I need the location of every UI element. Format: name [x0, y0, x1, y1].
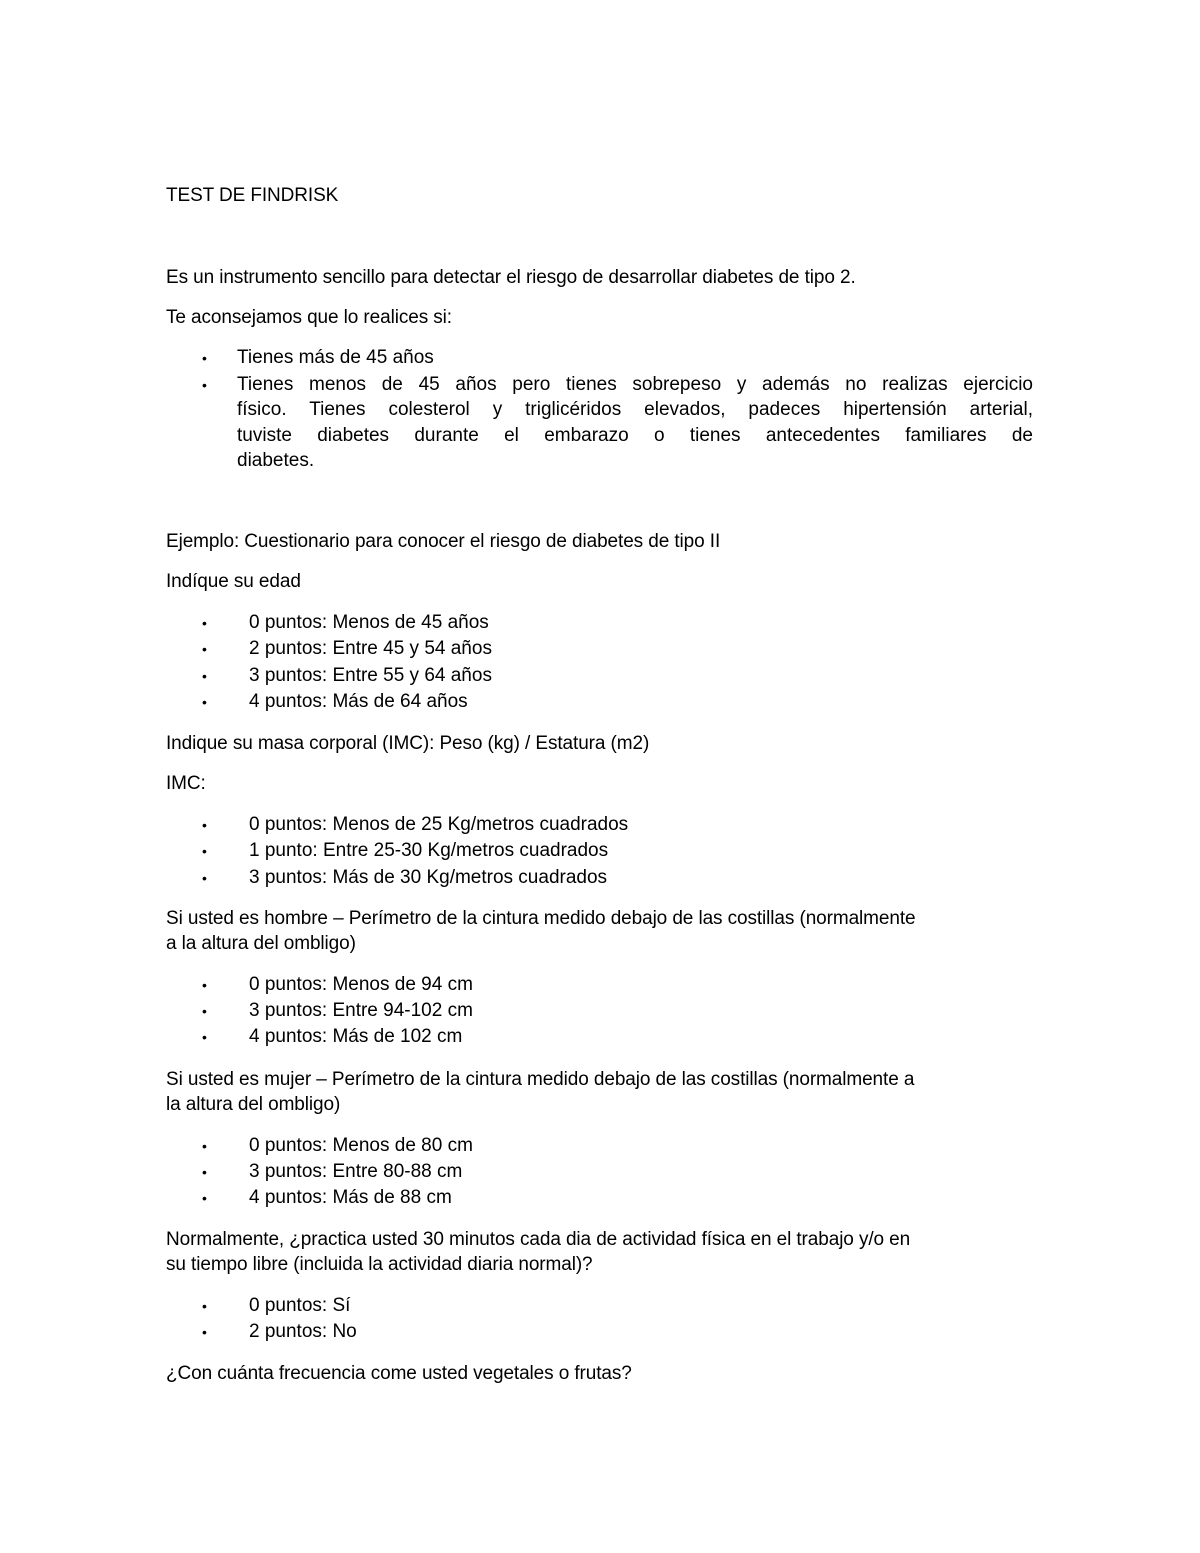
list-item: 4 puntos: Más de 88 cm: [249, 1187, 452, 1208]
bullet-icon: •: [202, 1324, 207, 1340]
list-item: 3 puntos: Más de 30 Kg/metros cuadrados: [249, 867, 608, 888]
bullet-icon: •: [202, 694, 207, 710]
bullet-icon: •: [202, 1138, 207, 1154]
list-item: 4 puntos: Más de 64 años: [249, 691, 468, 712]
list-item: 0 puntos: Menos de 25 Kg/metros cuadrados: [249, 814, 629, 835]
bullet-icon: •: [202, 1003, 207, 1019]
women-question: Si usted es mujer – Perímetro de la cintura medido debajo de las costillas (normalmente a: [166, 1069, 915, 1090]
imc-question: Indique su masa corporal (IMC): Peso (kg) / Estatura (m2): [166, 733, 650, 754]
list-item-continuation: tuviste diabetes durante el embarazo o tienes antecedentes familiares de: [237, 425, 1033, 446]
list-item: 0 puntos: Sí: [249, 1295, 351, 1316]
list-item: 0 puntos: Menos de 80 cm: [249, 1135, 473, 1156]
bullet-icon: •: [202, 641, 207, 657]
bullet-icon: •: [202, 1164, 207, 1180]
list-item-continuation: físico. Tienes colesterol y triglicéridos elevados, padeces hipertensión arterial,: [237, 399, 1033, 420]
bullet-icon: •: [202, 1029, 207, 1045]
list-item: Tienes más de 45 años: [237, 347, 434, 368]
list-item: 4 puntos: Más de 102 cm: [249, 1026, 463, 1047]
bullet-icon: •: [202, 377, 207, 393]
bullet-icon: •: [202, 843, 207, 859]
list-item: 2 puntos: No: [249, 1321, 357, 1342]
imc-label: IMC:: [166, 773, 206, 794]
intro-condition-text: Te aconsejamos que lo realices si:: [166, 307, 452, 328]
example-heading: Ejemplo: Cuestionario para conocer el riesgo de diabetes de tipo II: [166, 531, 721, 552]
list-item: 3 puntos: Entre 94-102 cm: [249, 1000, 473, 1021]
list-item: 0 puntos: Menos de 45 años: [249, 612, 489, 633]
bullet-icon: •: [202, 1190, 207, 1206]
bullet-icon: •: [202, 668, 207, 684]
activity-question-continuation: su tiempo libre (incluida la actividad diaria normal)?: [166, 1254, 593, 1275]
women-question-continuation: la altura del ombligo): [166, 1094, 341, 1115]
list-item-continuation: diabetes.: [237, 450, 315, 471]
men-question-continuation: a la altura del ombligo): [166, 933, 356, 954]
bullet-icon: •: [202, 817, 207, 833]
vegetables-question: ¿Con cuánta frecuencia come usted vegetales o frutas?: [166, 1363, 632, 1384]
list-item: 1 punto: Entre 25-30 Kg/metros cuadrados: [249, 840, 609, 861]
activity-question: Normalmente, ¿practica usted 30 minutos cada dia de actividad física en el trabajo y/o en: [166, 1229, 911, 1250]
intro-text: Es un instrumento sencillo para detectar el riesgo de desarrollar diabetes de tipo 2.: [166, 267, 856, 288]
list-item: 3 puntos: Entre 80-88 cm: [249, 1161, 463, 1182]
bullet-icon: •: [202, 615, 207, 631]
bullet-icon: •: [202, 1298, 207, 1314]
list-item: Tienes menos de 45 años pero tienes sobrepeso y además no realizas ejercicio: [237, 374, 1033, 395]
age-question: Indíque su edad: [166, 571, 301, 592]
bullet-icon: •: [202, 350, 207, 366]
list-item: 3 puntos: Entre 55 y 64 años: [249, 665, 492, 686]
list-item: 2 puntos: Entre 45 y 54 años: [249, 638, 492, 659]
men-question: Si usted es hombre – Perímetro de la cintura medido debajo de las costillas (normalmente: [166, 908, 916, 929]
document-title: TEST DE FINDRISK: [166, 185, 339, 206]
bullet-icon: •: [202, 977, 207, 993]
list-item: 0 puntos: Menos de 94 cm: [249, 974, 473, 995]
bullet-icon: •: [202, 870, 207, 886]
